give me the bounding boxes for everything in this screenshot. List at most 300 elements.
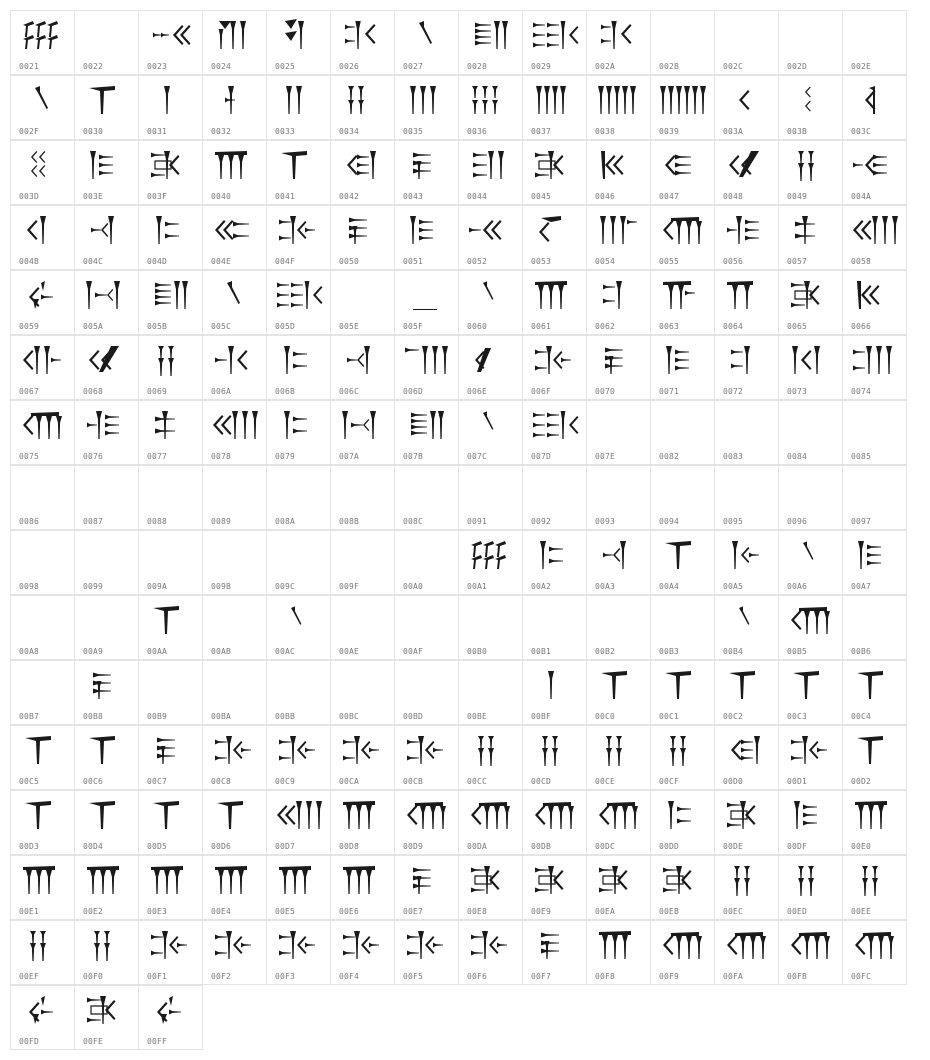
glyph-code-label: 00F8: [595, 972, 616, 981]
glyph-code-label: 0060: [467, 322, 488, 331]
angle-t-vert-glyph: [651, 921, 715, 971]
glyph-cell: [458, 335, 523, 400]
glyph-cell: [522, 335, 587, 400]
glyph-cell: [202, 205, 267, 270]
glyph-cell: [74, 920, 139, 985]
angle-small-glyph: [779, 76, 843, 126]
glyph-cell: [586, 400, 651, 465]
horiz-star-glyph: [267, 206, 331, 256]
cross-star-glyph: [139, 141, 203, 191]
glyph-cell: [74, 400, 139, 465]
glyph-cell: [778, 335, 843, 400]
glyph-cell: [586, 270, 651, 335]
glyph-code-label: 0034: [339, 127, 360, 136]
horiz-star-glyph: [203, 726, 267, 776]
glyph-cell: [522, 530, 587, 595]
glyph-cell: [266, 270, 331, 335]
diagonal-small-glyph: [267, 596, 331, 646]
glyph-code-label: 007D: [531, 452, 552, 461]
t-vertical-2b-glyph: [715, 271, 779, 321]
glyph-cell: [266, 400, 331, 465]
empty-glyph: [331, 596, 395, 646]
glyph-cell: [138, 10, 203, 75]
glyph-cell: [714, 75, 779, 140]
glyph-cell: [266, 335, 331, 400]
glyph-code-label: 003A: [723, 127, 744, 136]
glyph-code-label: 0036: [467, 127, 488, 136]
glyph-code-label: 00E8: [467, 907, 488, 916]
glyph-cell: [74, 660, 139, 725]
cross-star-glyph: [75, 986, 139, 1036]
glyph-cell: [394, 270, 459, 335]
glyph-cell: [74, 465, 139, 530]
glyph-cell: [394, 465, 459, 530]
glyph-cell: [778, 530, 843, 595]
glyph-cell: [586, 530, 651, 595]
angle-pair-glyph: [843, 76, 907, 126]
glyph-code-label: 006B: [275, 387, 296, 396]
glyph-code-label: 00E2: [83, 907, 104, 916]
glyph-code-label: 00BA: [211, 712, 232, 721]
glyph-code-label: 0086: [19, 517, 40, 526]
glyph-code-label: 0048: [723, 192, 744, 201]
glyph-cell: [650, 10, 715, 75]
glyph-code-label: 009C: [275, 582, 296, 591]
glyph-cell: [458, 530, 523, 595]
glyph-cell: [522, 10, 587, 75]
glyph-code-label: 0032: [211, 127, 232, 136]
glyph-code-label: 0075: [19, 452, 40, 461]
empty-glyph: [715, 466, 779, 516]
glyph-cell: [74, 75, 139, 140]
glyph-cell: [650, 530, 715, 595]
glyph-cell: [74, 335, 139, 400]
glyph-cell: [138, 920, 203, 985]
glyph-cell: [394, 855, 459, 920]
glyph-cell: [74, 205, 139, 270]
empty-glyph: [779, 401, 843, 451]
glyph-cell: [202, 75, 267, 140]
glyph-code-label: 00DB: [531, 842, 552, 851]
glyph-cell: [330, 205, 395, 270]
glyph-cell: [714, 920, 779, 985]
glyph-row: [10, 725, 920, 790]
cross-small-glyph: [139, 401, 203, 451]
glyph-code-label: 00B2: [595, 647, 616, 656]
empty-glyph: [11, 531, 75, 581]
glyph-cell: [10, 595, 75, 660]
vert-wedge-vert-glyph: [331, 401, 395, 451]
glyph-code-label: 004D: [147, 257, 168, 266]
glyph-cell: [330, 75, 395, 140]
glyph-cell: [458, 660, 523, 725]
glyph-code-label: 0021: [19, 62, 40, 71]
glyph-cell: [842, 10, 907, 75]
glyph-cell: [650, 400, 715, 465]
glyph-code-label: 0082: [659, 452, 680, 461]
vertical-3b-glyph: [459, 76, 523, 126]
glyph-cell: [330, 530, 395, 595]
t-wedge-glyph: [715, 661, 779, 711]
empty-glyph: [843, 401, 907, 451]
horiz-stack-vert-glyph: [395, 401, 459, 451]
horiz-star-glyph: [267, 921, 331, 971]
vert-wedge-vert-glyph: [75, 271, 139, 321]
horiz-vert-2b-glyph: [587, 271, 651, 321]
horiz-star-glyph: [203, 921, 267, 971]
glyph-code-label: 0067: [19, 387, 40, 396]
glyph-code-label: 005E: [339, 322, 360, 331]
glyph-code-label: 0047: [659, 192, 680, 201]
empty-glyph: [203, 531, 267, 581]
glyph-code-label: 00AB: [211, 647, 232, 656]
glyph-code-label: 004B: [19, 257, 40, 266]
horiz-3-small-glyph: [331, 206, 395, 256]
glyph-code-label: 00D5: [147, 842, 168, 851]
glyph-code-label: 0057: [787, 257, 808, 266]
glyph-cell: [522, 140, 587, 205]
horiz-vert-3-glyph: [715, 206, 779, 256]
glyph-code-label: 009B: [211, 582, 232, 591]
glyph-cell: [842, 270, 907, 335]
glyph-row: [10, 10, 920, 75]
glyph-code-label: 00B4: [723, 647, 744, 656]
glyph-cell: [330, 10, 395, 75]
t-vertical-3-glyph: [843, 791, 907, 841]
glyph-code-label: 007C: [467, 452, 488, 461]
glyph-cell: [138, 985, 203, 1050]
glyph-code-label: 008C: [403, 517, 424, 526]
angle-box-vert-glyph: [715, 726, 779, 776]
glyph-cell: [778, 140, 843, 205]
glyph-cell: [842, 75, 907, 140]
glyph-cell: [458, 790, 523, 855]
glyph-code-label: 005D: [275, 322, 296, 331]
glyph-cell: [266, 530, 331, 595]
vertical-cluster-b-glyph: [267, 11, 331, 61]
glyph-code-label: 00A7: [851, 582, 872, 591]
t-wedge-glyph: [75, 791, 139, 841]
glyph-cell: [778, 725, 843, 790]
empty-glyph: [203, 661, 267, 711]
glyph-code-label: 003D: [19, 192, 40, 201]
t-wedge-glyph: [11, 791, 75, 841]
glyph-code-label: 00E0: [851, 842, 872, 851]
glyph-code-label: 0083: [723, 452, 744, 461]
horiz-3-small-glyph: [587, 336, 651, 386]
glyph-code-label: 0026: [339, 62, 360, 71]
glyph-cell: [714, 400, 779, 465]
empty-glyph: [715, 401, 779, 451]
empty-glyph: [843, 11, 907, 61]
glyph-code-label: 00BB: [275, 712, 296, 721]
glyph-code-label: 00FC: [851, 972, 872, 981]
wedge-group-3-glyph: [11, 11, 75, 61]
glyph-cell: [330, 140, 395, 205]
glyph-cell: [10, 10, 75, 75]
glyph-cell: [458, 140, 523, 205]
glyph-code-label: 0027: [403, 62, 424, 71]
glyph-cell: [202, 335, 267, 400]
glyph-code-label: 00D1: [787, 777, 808, 786]
glyph-cell: [10, 660, 75, 725]
glyph-cell: [74, 725, 139, 790]
empty-glyph: [587, 596, 651, 646]
empty-glyph: [139, 531, 203, 581]
glyph-code-label: 006D: [403, 387, 424, 396]
glyph-code-label: 00D6: [211, 842, 232, 851]
glyph-code-label: 00EF: [19, 972, 40, 981]
horiz-star-glyph: [779, 726, 843, 776]
glyph-cell: [714, 335, 779, 400]
glyph-cell: [522, 595, 587, 660]
glyph-code-label: 00BD: [403, 712, 424, 721]
t-wedge-glyph: [75, 726, 139, 776]
vert-horiz-2-glyph: [267, 401, 331, 451]
glyph-cell: [714, 10, 779, 75]
glyph-cell: [74, 855, 139, 920]
glyph-cell: [10, 465, 75, 530]
empty-glyph: [139, 466, 203, 516]
glyph-code-label: 005C: [211, 322, 232, 331]
angle-vert-3-glyph: [203, 401, 267, 451]
glyph-code-label: 003B: [787, 127, 808, 136]
empty-glyph: [331, 466, 395, 516]
glyph-cell: [266, 725, 331, 790]
glyph-code-label: 00AE: [339, 647, 360, 656]
glyph-code-label: 00C2: [723, 712, 744, 721]
angle-wedges-glyph: [523, 206, 587, 256]
glyph-code-label: 0078: [211, 452, 232, 461]
glyph-cell: [10, 920, 75, 985]
horiz-star-glyph: [331, 921, 395, 971]
glyph-code-label: 0079: [275, 452, 296, 461]
cross-star-glyph: [523, 856, 587, 906]
glyph-cell: [458, 725, 523, 790]
glyph-grid: [10, 10, 920, 1050]
glyph-cell: [586, 920, 651, 985]
glyph-code-label: 00E1: [19, 907, 40, 916]
vertical-1-glyph: [139, 76, 203, 126]
horiz-vert-2b-glyph: [715, 336, 779, 386]
empty-glyph: [715, 11, 779, 61]
empty-glyph: [523, 596, 587, 646]
glyph-cell: [330, 790, 395, 855]
glyph-cell: [522, 920, 587, 985]
glyph-code-label: 0084: [787, 452, 808, 461]
glyph-code-label: 00FD: [19, 1037, 40, 1046]
glyph-cell: [330, 465, 395, 530]
empty-glyph: [75, 466, 139, 516]
vertical-4b-glyph: [587, 76, 651, 126]
glyph-code-label: 0030: [83, 127, 104, 136]
glyph-code-label: 0041: [275, 192, 296, 201]
glyph-row: [10, 985, 920, 1050]
glyph-code-label: 0050: [339, 257, 360, 266]
glyph-cell: [458, 75, 523, 140]
glyph-cell: [330, 270, 395, 335]
empty-glyph: [523, 466, 587, 516]
cross-star-glyph: [651, 856, 715, 906]
t-wedge-glyph: [75, 76, 139, 126]
glyph-cell: [650, 205, 715, 270]
vertical-cluster-a-glyph: [203, 11, 267, 61]
horiz-3-small-glyph: [395, 856, 459, 906]
glyph-cell: [842, 920, 907, 985]
glyph-cell: [266, 140, 331, 205]
glyph-code-label: 0031: [147, 127, 168, 136]
glyph-cell: [330, 335, 395, 400]
horiz-vert-small-glyph: [587, 531, 651, 581]
glyph-code-label: 00DE: [723, 842, 744, 851]
vert-horiz-2b-glyph: [715, 531, 779, 581]
glyph-cell: [586, 595, 651, 660]
glyph-code-label: 0022: [83, 62, 104, 71]
t-wedge-glyph: [779, 661, 843, 711]
glyph-cell: [202, 400, 267, 465]
empty-glyph: [395, 661, 459, 711]
empty-glyph: [11, 661, 75, 711]
t-wedge-glyph: [843, 661, 907, 711]
glyph-cell: [266, 920, 331, 985]
glyph-code-label: 003E: [83, 192, 104, 201]
glyph-cell: [202, 595, 267, 660]
wedge-angle-2-glyph: [459, 206, 523, 256]
glyph-cell: [458, 400, 523, 465]
glyph-cell: [266, 660, 331, 725]
glyph-code-label: 0059: [19, 322, 40, 331]
t-vertical-2-glyph: [651, 271, 715, 321]
star-small-glyph: [11, 271, 75, 321]
glyph-cell: [586, 725, 651, 790]
glyph-cell: [778, 920, 843, 985]
glyph-code-label: 0056: [723, 257, 744, 266]
vertical-2-glyph: [267, 76, 331, 126]
horiz-star-glyph: [395, 921, 459, 971]
empty-glyph: [139, 661, 203, 711]
glyph-code-label: 008A: [275, 517, 296, 526]
glyph-row: [10, 205, 920, 270]
glyph-cell: [394, 140, 459, 205]
glyph-cell: [202, 270, 267, 335]
horiz-stack-angle-glyph: [267, 271, 331, 321]
angle-pair-vert-glyph: [587, 141, 651, 191]
angle-x-small-glyph: [459, 336, 523, 386]
glyph-code-label: 00F6: [467, 972, 488, 981]
glyph-code-label: 0074: [851, 387, 872, 396]
cross-star-glyph: [715, 791, 779, 841]
glyph-cell: [394, 335, 459, 400]
empty-glyph: [75, 596, 139, 646]
horiz-star-glyph: [331, 726, 395, 776]
glyph-code-label: 00CC: [467, 777, 488, 786]
vert-horiz-3-glyph: [843, 531, 907, 581]
diagonal-wedge-glyph: [203, 271, 267, 321]
glyph-code-label: 00FB: [787, 972, 808, 981]
glyph-code-label: 00A6: [787, 582, 808, 591]
glyph-code-label: 00E9: [531, 907, 552, 916]
angle-double-glyph: [11, 141, 75, 191]
glyph-code-label: 0064: [723, 322, 744, 331]
glyph-cell: [74, 985, 139, 1050]
glyph-code-label: 0091: [467, 517, 488, 526]
glyph-cell: [650, 660, 715, 725]
vertical-4-glyph: [523, 76, 587, 126]
vert-horiz-3-glyph: [651, 336, 715, 386]
box-wedge-angle-glyph: [587, 11, 651, 61]
glyph-code-label: 0089: [211, 517, 232, 526]
glyph-cell: [522, 790, 587, 855]
horiz-stack-vert-glyph: [139, 271, 203, 321]
vertical-2c-glyph: [715, 856, 779, 906]
glyph-cell: [586, 465, 651, 530]
glyph-code-label: 00CF: [659, 777, 680, 786]
glyph-code-label: 00C8: [211, 777, 232, 786]
t-vertical-3-glyph: [11, 856, 75, 906]
glyph-code-label: 009F: [339, 582, 360, 591]
glyph-cell: [778, 75, 843, 140]
glyph-code-label: 00A3: [595, 582, 616, 591]
glyph-code-label: 00CD: [531, 777, 552, 786]
glyph-code-label: 00C9: [275, 777, 296, 786]
glyph-code-label: 0024: [211, 62, 232, 71]
t-wedge-glyph: [587, 661, 651, 711]
t-wedge-glyph: [651, 661, 715, 711]
glyph-code-label: 00F1: [147, 972, 168, 981]
glyph-cell: [714, 465, 779, 530]
glyph-code-label: 0023: [147, 62, 168, 71]
glyph-cell: [138, 140, 203, 205]
glyph-cell: [202, 725, 267, 790]
glyph-cell: [714, 855, 779, 920]
t-vertical-3-glyph: [203, 856, 267, 906]
glyph-cell: [138, 400, 203, 465]
glyph-code-label: 004E: [211, 257, 232, 266]
glyph-code-label: 00A2: [531, 582, 552, 591]
glyph-cell: [394, 10, 459, 75]
t-vertical-3-glyph: [587, 921, 651, 971]
vertical-2c-glyph: [843, 856, 907, 906]
glyph-cell: [842, 855, 907, 920]
glyph-code-label: 00A8: [19, 647, 40, 656]
glyph-code-label: 0061: [531, 322, 552, 331]
glyph-code-label: 0085: [851, 452, 872, 461]
glyph-code-label: 0093: [595, 517, 616, 526]
vertical-2c-glyph: [459, 726, 523, 776]
glyph-code-label: 0042: [339, 192, 360, 201]
glyph-code-label: 002D: [787, 62, 808, 71]
glyph-cell: [458, 920, 523, 985]
vert-horiz-2-glyph: [267, 336, 331, 386]
underscore-glyph: [395, 271, 459, 321]
t-vertical-3-glyph: [267, 856, 331, 906]
t-vertical-3-glyph: [75, 856, 139, 906]
glyph-cell: [202, 660, 267, 725]
glyph-code-label: 00EC: [723, 907, 744, 916]
glyph-cell: [394, 660, 459, 725]
glyph-cell: [266, 465, 331, 530]
glyph-code-label: 00FF: [147, 1037, 168, 1046]
glyph-code-label: 00B6: [851, 647, 872, 656]
glyph-code-label: 0077: [147, 452, 168, 461]
glyph-cell: [778, 790, 843, 855]
vertical-2c-glyph: [779, 856, 843, 906]
glyph-code-label: 0076: [83, 452, 104, 461]
glyph-cell: [650, 790, 715, 855]
glyph-code-label: 00C3: [787, 712, 808, 721]
glyph-cell: [330, 920, 395, 985]
horiz-3-small-glyph: [395, 141, 459, 191]
